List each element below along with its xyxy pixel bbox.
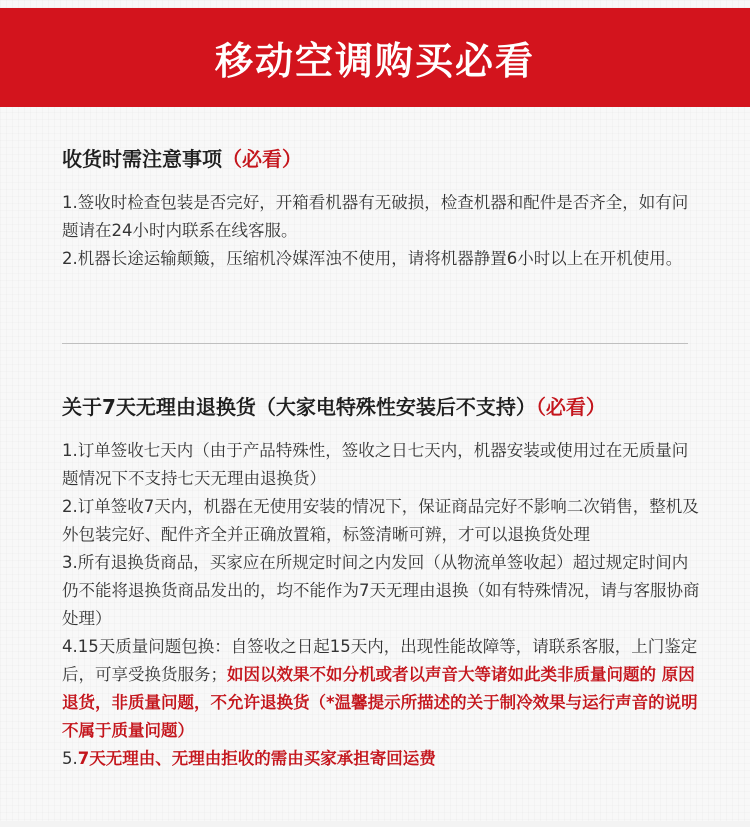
heading-text: 关于7天无理由退换货（大家电特殊性安装后不支持） xyxy=(62,395,536,419)
title-banner xyxy=(0,8,750,107)
section-body xyxy=(62,189,702,273)
heading-text: 收货时需注意事项 xyxy=(62,147,222,171)
banner-title: 移动空调购买必看 xyxy=(214,39,535,83)
bottom-strip xyxy=(0,821,750,827)
section-heading xyxy=(62,145,702,173)
notice-item-2: 2.机器长途运输颠簸，压缩机冷媒浑浊不使用，请将机器静置6小时以上在开机使用。 xyxy=(62,249,683,268)
must-read-tag: （必看） xyxy=(222,147,302,171)
section-divider xyxy=(62,343,688,344)
policy-item-4-warning: 如因以效果不如分机或者以声音大等诸如此类非质量问题的 原因退货，非质量问题，不允许退换货（*温馨提示所描述的关于制冷效果与运行声音的说明不属于质量问题） xyxy=(62,665,698,740)
policy-item-4 xyxy=(62,633,702,745)
policy-item-4-text: 4.15天质量问题包换：自签收之日起15天内，出现性能故障等，请联系客服，上门鉴定后，可享受换货服务； xyxy=(62,637,698,684)
policy-item-5-number: 5. xyxy=(62,749,78,768)
section-body xyxy=(62,437,702,773)
policy-item-5-warning: 7天无理由、无理由拒收的需由买家承担寄回运费 xyxy=(77,749,436,768)
notice-item-1: 1.签收时检查包装是否完好，开箱看机器有无破损，检查机器和配件是否齐全，如有问题请在24小时内联系在线客服。 xyxy=(62,193,689,240)
policy-item-1: 1.订单签收七天内（由于产品特殊性，签收之日七天内，机器安装或使用过在无质量问题情况下不支持七天无理由退换货） xyxy=(62,441,689,488)
must-read-tag: （必看） xyxy=(535,395,606,419)
policy-item-2: 2.订单签收7天内，机器在无使用安装的情况下，保证商品完好不影响二次销售，整机及外包装完好、配件齐全并正确放置箱，标签清晰可辨，才可以退换货处理 xyxy=(62,497,699,544)
return-policy-section xyxy=(62,393,702,773)
receiving-notice-section xyxy=(62,145,702,273)
policy-item-5 xyxy=(62,745,702,773)
policy-item-3: 3.所有退换货商品，买家应在所规定时间之内发回（从物流单签收起）超过规定时间内仍不能将退换货商品发出的，均不能作为7天无理由退换（如有特殊情况，请与客服协商处理） xyxy=(62,553,700,628)
section-heading xyxy=(62,393,702,421)
